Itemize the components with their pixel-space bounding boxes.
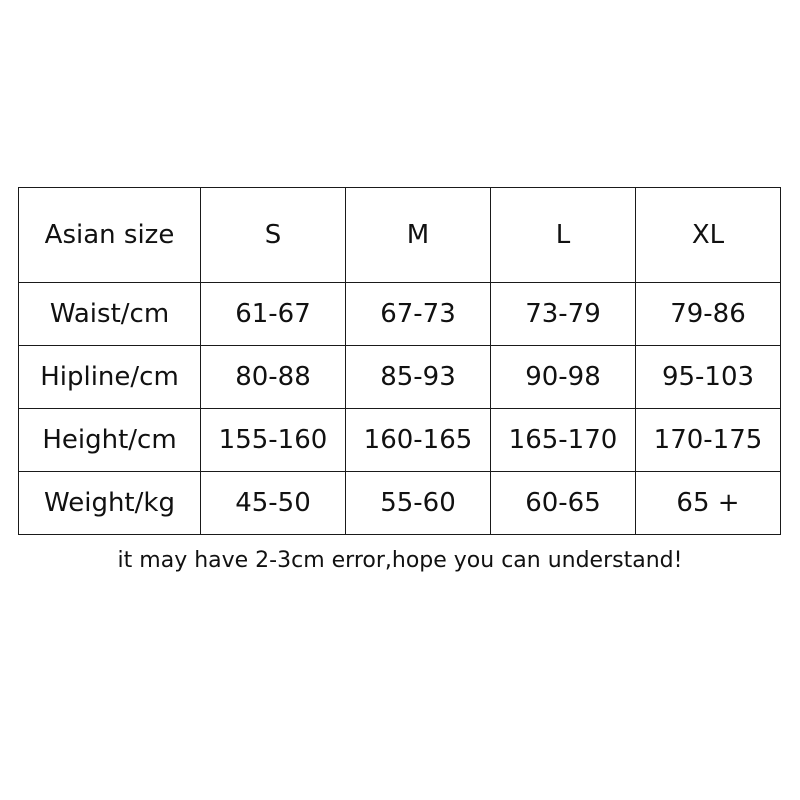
table-cell: 160-165 xyxy=(346,409,491,472)
table-cell: 155-160 xyxy=(201,409,346,472)
size-error-note: it may have 2-3cm error,hope you can understand! xyxy=(117,548,683,573)
row-label: Height/cm xyxy=(19,409,201,472)
header-size-s: S xyxy=(201,188,346,283)
table-cell: 45-50 xyxy=(201,472,346,535)
table-cell: 90-98 xyxy=(491,346,636,409)
header-label-cell: Asian size xyxy=(19,188,201,283)
table-cell: 55-60 xyxy=(346,472,491,535)
table-row-weight xyxy=(19,472,781,535)
table-header-row xyxy=(19,188,781,283)
header-size-l: L xyxy=(491,188,636,283)
table-cell: 165-170 xyxy=(491,409,636,472)
table-cell: 73-79 xyxy=(491,283,636,346)
table-row-hipline xyxy=(19,346,781,409)
table-row-waist xyxy=(19,283,781,346)
table-cell: 67-73 xyxy=(346,283,491,346)
table-row-height xyxy=(19,409,781,472)
table-cell: 170-175 xyxy=(636,409,781,472)
table-cell: 85-93 xyxy=(346,346,491,409)
row-label: Waist/cm xyxy=(19,283,201,346)
table-cell: 60-65 xyxy=(491,472,636,535)
table-cell: 61-67 xyxy=(201,283,346,346)
table-cell: 95-103 xyxy=(636,346,781,409)
header-size-xl: XL xyxy=(636,188,781,283)
row-label: Hipline/cm xyxy=(19,346,201,409)
table-cell: 80-88 xyxy=(201,346,346,409)
table-cell: 65 + xyxy=(636,472,781,535)
size-chart-table xyxy=(18,187,781,535)
row-label: Weight/kg xyxy=(19,472,201,535)
header-size-m: M xyxy=(346,188,491,283)
table-cell: 79-86 xyxy=(636,283,781,346)
